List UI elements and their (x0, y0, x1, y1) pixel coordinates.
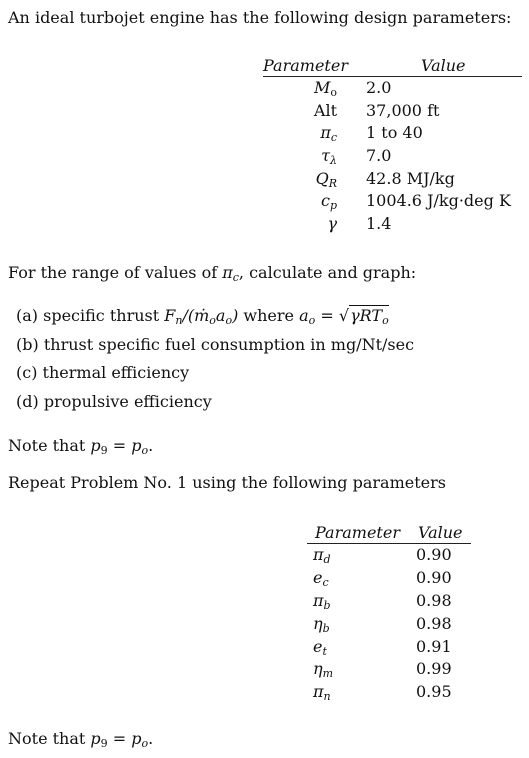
param-symbol: $Q_R$ (315, 168, 337, 190)
table-row (263, 77, 522, 100)
item-label: (c) (16, 363, 38, 382)
param-value: 0.98 (416, 613, 452, 633)
item-text: thrust specific fuel consumption in mg/Nt/sec (43, 335, 415, 354)
instruction-text: For the range of values of $\pi_c$, calculate and graph: (8, 263, 417, 284)
item-c (16, 363, 189, 382)
table-row (307, 613, 471, 636)
table-row (263, 190, 522, 213)
param-symbol: $\pi_d$ (313, 545, 331, 566)
param-value: 0.98 (416, 590, 452, 610)
param-symbol: $c_p$ (320, 191, 337, 213)
note-1: Note that $p_9 = p_o$. (8, 436, 154, 457)
param-symbol: $e_t$ (313, 636, 327, 658)
table-row (263, 168, 522, 191)
param-symbol: $\eta_b$ (313, 613, 330, 635)
table-row (307, 544, 471, 567)
item-label: (a) (16, 306, 39, 325)
param-value: 0.90 (416, 545, 452, 564)
intro-text: An ideal turbojet engine has the following design parameters: (8, 8, 512, 27)
table-row (307, 681, 471, 704)
parameter-header: Parameter (315, 523, 400, 542)
design-parameters-table (263, 52, 522, 236)
item-label: (b) (16, 335, 39, 354)
item-a: (a) specific thrust $F_n/(ṁ_oa_o)$ where $a_o = √\gamma RT_o$ (16, 306, 389, 327)
sqrt-formula: √γRT$_o$ (338, 306, 389, 327)
param-value: 37,000 ft (366, 100, 440, 120)
item-label: (d) (16, 392, 39, 411)
param-value: 0.99 (416, 659, 452, 679)
table-row (263, 145, 522, 168)
table-row (263, 122, 522, 145)
param-symbol: $\tau_\lambda$ (321, 146, 337, 168)
param-value: 1004.6 J/kg·deg K (366, 191, 511, 211)
param-symbol: $e_c$ (313, 567, 329, 589)
item-d (16, 392, 212, 411)
param-symbol: Alt (313, 100, 337, 120)
table-row (307, 590, 471, 613)
formula: $F_n/(ṁ_oa_o)$ (164, 306, 239, 327)
param-value: 0.95 (416, 682, 452, 702)
item-text: thermal efficiency (42, 363, 190, 382)
parameter-header: Parameter (263, 56, 348, 75)
repeat-text: Repeat Problem No. 1 using the following parameters (8, 473, 446, 492)
value-header: Value (421, 56, 466, 75)
param-symbol: $\pi_c$ (320, 123, 337, 145)
table-row (263, 100, 522, 123)
param-symbol: $\pi_b$ (313, 590, 331, 612)
item-text: specific thrust (43, 306, 160, 325)
note-2: Note that $p_9 = p_o$. (8, 729, 154, 750)
table-row (307, 636, 471, 659)
param-symbol: $M_o$ (313, 78, 337, 99)
table-row (307, 567, 471, 590)
item-text: propulsive efficiency (43, 392, 212, 411)
item-b (16, 335, 414, 354)
table-row (263, 213, 522, 236)
param-value: 2.0 (366, 78, 392, 97)
table-header (307, 519, 471, 544)
param-symbol: $\pi_n$ (313, 682, 331, 704)
param-value: 1.4 (366, 214, 392, 234)
component-parameters-table (307, 519, 471, 704)
param-value: 42.8 MJ/kg (366, 168, 455, 188)
param-value: 1 to 40 (366, 123, 423, 143)
table-header (263, 52, 522, 77)
value-header: Value (418, 523, 463, 542)
table-row (307, 658, 471, 681)
param-value: 0.91 (416, 636, 452, 656)
param-value: 0.90 (416, 567, 452, 587)
param-symbol: $\eta_m$ (313, 659, 334, 681)
param-symbol: γ (327, 214, 337, 234)
param-value: 7.0 (366, 146, 392, 166)
